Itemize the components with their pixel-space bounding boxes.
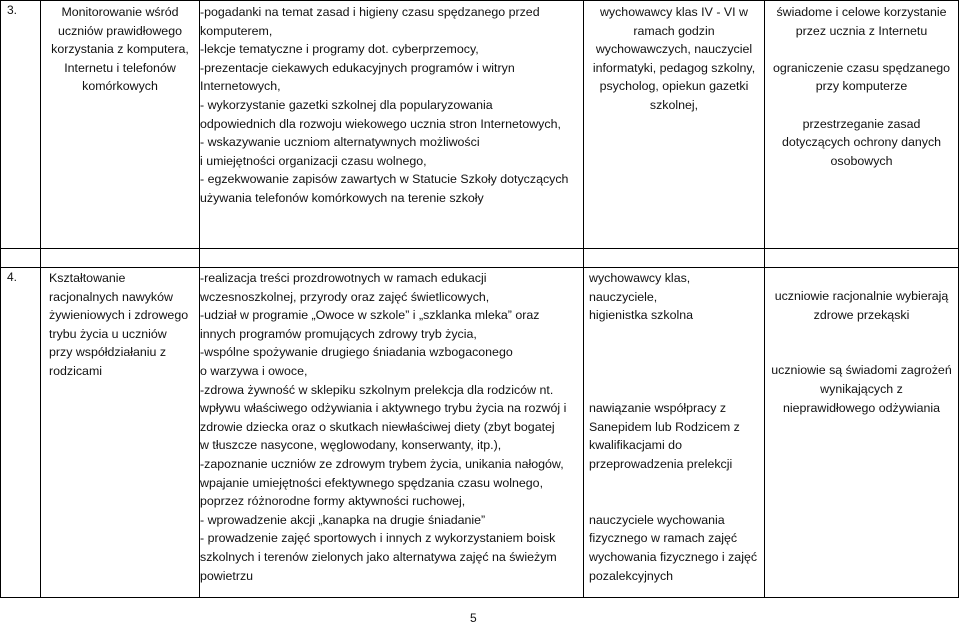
- spacer: [589, 492, 764, 511]
- responsible-line: wychowawcy klas IV - VI w: [599, 5, 749, 19]
- responsible-line: ramach godzin: [633, 23, 715, 38]
- responsible-cell: [584, 268, 765, 598]
- task-line: innych programów promujących zdrowy tryb życia,: [200, 326, 477, 341]
- effect-line: dotyczących ochrony danych: [781, 135, 942, 150]
- task-line: -prezentacje ciekawych edukacyjnych programów i witryn: [200, 60, 515, 75]
- table-gap: [1, 249, 959, 268]
- effect-line: zdrowe przekąski: [813, 307, 910, 322]
- task-line: - prowadzenie zajęć sportowych i innych z wykorzystaniem boisk: [200, 531, 556, 546]
- spacer: [765, 40, 958, 59]
- responsible-line: przeprowadzenia prelekcji: [589, 456, 733, 471]
- effect-line: przez ucznia z Internetu: [795, 23, 928, 38]
- effect-line: ograniczenie czasu spędzanego: [772, 60, 951, 75]
- goal-line: Kształtowanie: [49, 271, 126, 285]
- effect-line: świadome i celowe korzystanie: [776, 5, 947, 19]
- responsible-line: psycholog, opiekun gazetki: [599, 79, 749, 94]
- task-line: szkolnych i terenów zielonych jako alternatywa zajęć na świeżym: [200, 549, 557, 564]
- task-line: Internetowych,: [200, 79, 281, 94]
- task-line: w tłuszcze nasycone, węglowodany, konserwanty, itp.),: [200, 438, 502, 453]
- goal-line: Internetu i telefonów: [64, 60, 176, 75]
- spacer: [589, 474, 764, 493]
- task-line: wpływu właściwego odżywiania i aktywnego trybu życia na rozwój i: [200, 401, 567, 416]
- responsible-line: nawiązanie współpracy z: [589, 401, 727, 416]
- task-line: - wskazywanie uczniom alternatywnych możliwości: [200, 135, 480, 150]
- effect-line: osobowych: [830, 153, 893, 168]
- responsible-line: nauczyciele,: [589, 289, 658, 304]
- task-line: -zapoznanie uczniów ze zdrowym trybem życia, unikania nałogów,: [200, 456, 564, 471]
- task-line: - egzekwowanie zapisów zawartych w Statucie Szkoły dotyczących: [200, 172, 569, 187]
- effect-line: przestrzeganie zasad: [802, 116, 921, 131]
- goal-line: racjonalnych nawyków: [49, 289, 173, 304]
- goal-cell: [41, 1, 200, 249]
- task-line: wczesnoszkolnej, przyrody oraz zajęć świetlicowych,: [200, 289, 490, 304]
- spacer: [589, 381, 764, 400]
- goal-cell: [41, 268, 200, 598]
- responsible-line: fizycznego w ramach zajęć: [589, 531, 738, 546]
- responsible-line: Sanepidem lub Rodzicem z: [589, 419, 740, 434]
- task-line: -wspólne spożywanie drugiego śniadania wzbogaconego: [200, 345, 513, 360]
- effect-line: wynikających z: [820, 381, 903, 396]
- task-line: używania telefonów komórkowych na terenie szkoły: [200, 190, 484, 205]
- responsible-cell: [584, 1, 765, 249]
- spacer: [589, 343, 764, 362]
- tasks-cell: [200, 1, 584, 249]
- goal-line: rodzicami: [49, 363, 103, 378]
- responsible-line: wychowania fizycznego i zajęć: [589, 549, 758, 564]
- spacer: [589, 325, 764, 344]
- task-line: zdrowie dziecka oraz o skutkach niewłaściwej diety (zbyt bogatej: [200, 419, 555, 434]
- task-line: -pogadanki na temat zasad i higieny czasu spędzanego przed: [200, 5, 540, 19]
- responsible-line: higienistka szkolna: [589, 308, 694, 323]
- spacer: [765, 343, 958, 362]
- responsible-line: nauczyciele wychowania: [589, 512, 725, 527]
- responsible-line: kwalifikacjami do: [589, 438, 682, 453]
- task-line: - wykorzystanie gazetki szkolnej dla popularyzowania: [200, 97, 493, 112]
- goal-line: Monitorowanie wśród: [61, 5, 179, 19]
- tasks-cell: [200, 268, 584, 598]
- goal-line: korzystania z komputera,: [51, 42, 189, 57]
- responsible-line: szkolnej,: [649, 97, 699, 112]
- responsible-line: pozalekcyjnych: [589, 568, 674, 583]
- goal-line: uczniów prawidłowego: [58, 23, 182, 38]
- goal-line: przy współdziałaniu z: [49, 345, 167, 360]
- task-line: powietrzu: [200, 568, 254, 583]
- effect-line: uczniowie racjonalnie wybierają: [774, 289, 949, 303]
- row-number: 4.: [1, 268, 41, 598]
- table-row: [1, 268, 959, 598]
- task-line: wpajanie umiejętności efektywnego spędzania czasu wolnego,: [200, 475, 544, 490]
- responsible-line: wychowawcy klas,: [589, 271, 691, 285]
- task-line: -realizacja treści prozdrowotnych w ramach edukacji: [200, 271, 487, 285]
- spacer: [589, 362, 764, 381]
- task-line: -udział w programie „Owoce w szkole” i „szklanka mleka” oraz: [200, 308, 540, 323]
- effect-line: przy komputerze: [815, 79, 908, 94]
- task-line: -lekcje tematyczne i programy dot. cyberprzemocy,: [200, 42, 479, 57]
- table-row: [1, 1, 959, 249]
- responsible-line: informatyki, pedagog szkolny,: [592, 60, 756, 75]
- task-line: odpowiednich dla rozwoju wiekowego ucznia stron Internetowych,: [200, 116, 561, 131]
- goal-line: żywieniowych i zdrowego: [49, 308, 189, 323]
- task-line: o warzywa i owoce,: [200, 363, 308, 378]
- task-line: -zdrowa żywność w sklepiku szkolnym prelekcja dla rodziców nt.: [200, 382, 554, 397]
- effect-line: nieprawidłowego odżywiania: [782, 400, 941, 415]
- effect-line: uczniowie są świadomi zagrożeń: [771, 363, 952, 378]
- spacer: [765, 324, 958, 343]
- task-line: komputerem,: [200, 23, 273, 38]
- task-line: - wprowadzenie akcji „kanapka na drugie śniadanie”: [200, 512, 486, 527]
- responsible-line: wychowawczych, nauczyciel: [595, 42, 753, 57]
- page-number: 5: [470, 611, 477, 625]
- row-number: 3.: [1, 1, 41, 249]
- task-line: poprzez różnorodne formy aktywności ruchowej,: [200, 494, 466, 509]
- goal-line: trybu życia u uczniów: [49, 326, 167, 341]
- goal-line: komórkowych: [82, 79, 158, 94]
- effects-cell: [765, 1, 959, 249]
- spacer: [765, 96, 958, 115]
- effects-cell: [765, 268, 959, 598]
- task-line: i umiejętności organizacji czasu wolnego,: [200, 153, 427, 168]
